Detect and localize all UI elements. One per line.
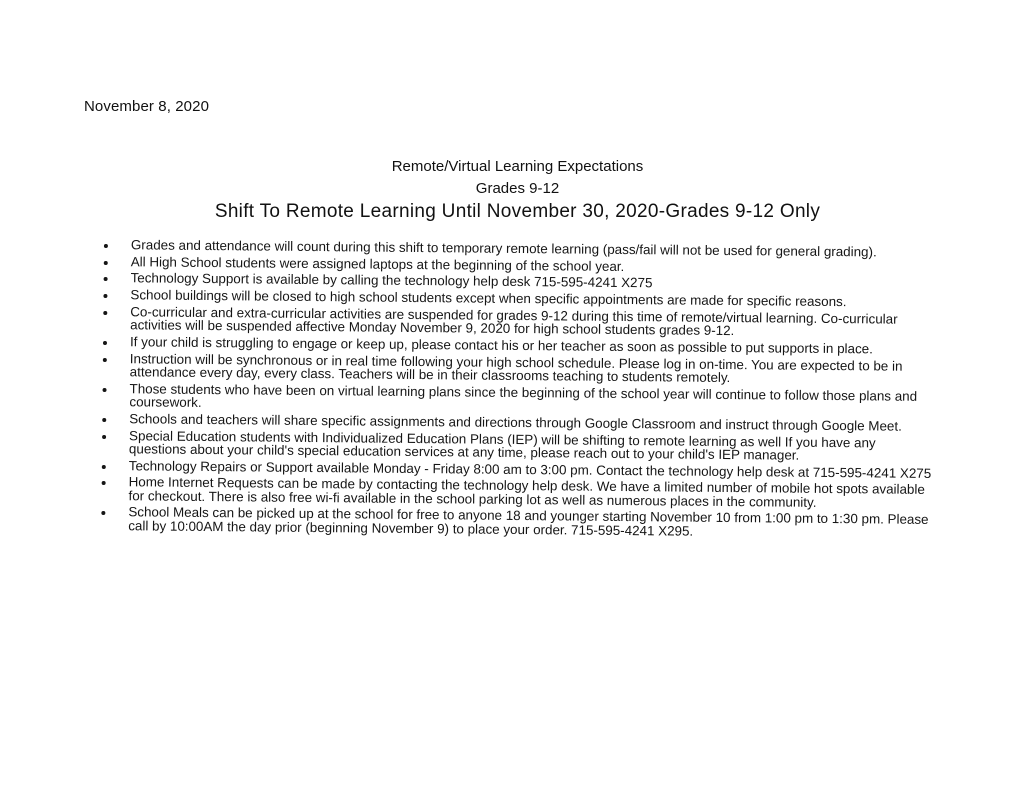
list-item-text: Technology Repairs or Support available Monday - Friday 8:00 am to 3:00 pm. Contact the technology help desk at 715-595-4241 X275 (128, 457, 932, 481)
bullet-icon (103, 294, 107, 298)
list-item-text: School buildings will be closed to high school students except when specific appointments are made for specific reasons. (130, 287, 847, 310)
bullet-icon (104, 261, 108, 265)
list-item-text: Co-curricular and extra-curricular activities are suspended for grades 9-12 during this time of remote/virtual learning. Co-curricular activities will be suspended affective Monday November 9, 2020 for high school students grades 9-12. (130, 304, 898, 339)
bullet-icon (102, 418, 106, 422)
list-item-text: Those students who have been on virtual learning plans since the beginning of the school year will continue to follow those plans and coursework. (129, 380, 918, 411)
bullet-icon (101, 511, 105, 515)
list-item-text: Grades and attendance will count during this shift to temporary remote learning (pass/fail will not be used for general grading). (130, 237, 877, 260)
list-item-text: Schools and teachers will share specific assignments and directions through Google Classroom and instruct through Google Meet. (129, 411, 902, 434)
bullet-icon (102, 481, 106, 485)
bullet-icon (103, 341, 107, 345)
expectations-list-container (101, 238, 934, 544)
bullet-icon (103, 388, 107, 392)
document-heading: Shift To Remote Learning Until November 30, 2020-Grades 9-12 Only (214, 201, 821, 222)
bullet-icon (103, 311, 107, 315)
bullet-icon (102, 435, 106, 439)
list-item-text: If your child is struggling to engage or keep up, please contact his or her teacher as soon as possible to put supports in place. (129, 334, 873, 357)
list-item-text: Instruction will be synchronous or in real time following your high school schedule. Please log in on-time. You are expected to be in attendance every day, every class. Teachers will be in their classrooms teaching to students remotely. (129, 350, 903, 386)
document-title: Remote/Virtual Learning Expectations (391, 158, 644, 175)
bullet-icon (102, 465, 106, 469)
bullet-icon (104, 277, 108, 281)
expectations-list (101, 238, 934, 540)
document-date: November 8, 2020 (84, 98, 210, 115)
bullet-icon (103, 358, 107, 362)
list-item-text: Special Education students with Individualized Education Plans (IEP) will be shifting to remote learning as well If you have any questions about your child's special education services at any time, please reach out to your child's IEP manager. (128, 427, 876, 463)
list-item-text: Technology Support is available by calling the technology help desk 715-595-4241 X275 (130, 270, 653, 291)
document-subtitle-grades: Grades 9-12 (475, 180, 560, 197)
list-item (101, 505, 931, 540)
list-item-text: School Meals can be picked up at the school for free to anyone 18 and younger starting November 10 from 1:00 pm to 1:30 pm. Please call by 10:00AM the day prior (beginning November 9) to place your order. 715-595-4241 X295. (128, 504, 929, 539)
bullet-icon (104, 244, 108, 248)
list-item-text: Home Internet Requests can be made by contacting the technology help desk. We have a limited number of mobile hot spots available for checkout. There is also free wi-fi available in the school parking lot as well as numerous places in the community. (128, 474, 925, 510)
list-item-text: All High School students were assigned laptops at the beginning of the school year. (130, 253, 625, 274)
